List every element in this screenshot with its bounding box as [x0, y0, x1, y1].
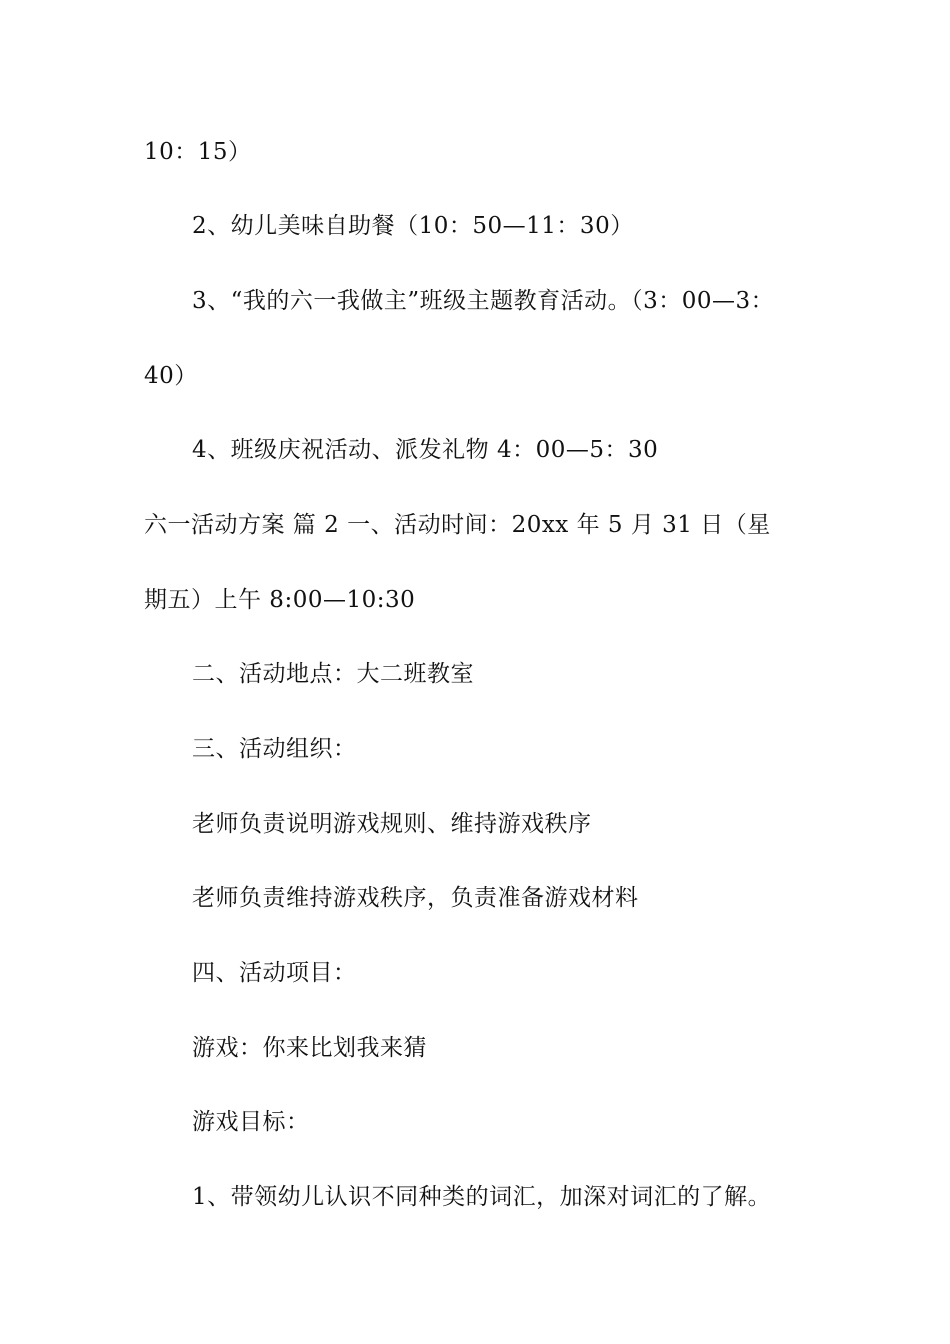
text-line-time-end: 10：15）	[144, 139, 252, 165]
text-line-theme-activity-cont: 40）	[144, 363, 198, 389]
text-line-celebration: 4、班级庆祝活动、派发礼物 4：00—5：30	[192, 437, 659, 463]
text-line-teacher-rules: 老师负责说明游戏规则、维持游戏秩序	[192, 811, 592, 837]
text-line-plan-time-cont: 期五）上午 8:00—10:30	[144, 587, 416, 613]
text-line-teacher-materials: 老师负责维持游戏秩序，负责准备游戏材料	[192, 885, 639, 911]
text-line-game-goals: 游戏目标：	[192, 1109, 310, 1135]
text-line-theme-activity: 3、“我的六一我做主”班级主题教育活动。（3：00—3：	[192, 288, 775, 314]
text-line-goal-1: 1、带领幼儿认识不同种类的词汇，加深对词汇的了解。	[192, 1184, 772, 1210]
text-line-organization: 三、活动组织：	[192, 736, 357, 762]
text-line-projects: 四、活动项目：	[192, 960, 357, 986]
text-line-plan-title: 六一活动方案 篇 2 一、活动时间：20xx 年 5 月 31 日（星	[144, 512, 771, 538]
text-line-game: 游戏：你来比划我来猜	[192, 1035, 427, 1061]
text-line-buffet: 2、幼儿美味自助餐（10：50—11：30）	[192, 213, 634, 239]
text-line-location: 二、活动地点：大二班教室	[192, 661, 474, 687]
